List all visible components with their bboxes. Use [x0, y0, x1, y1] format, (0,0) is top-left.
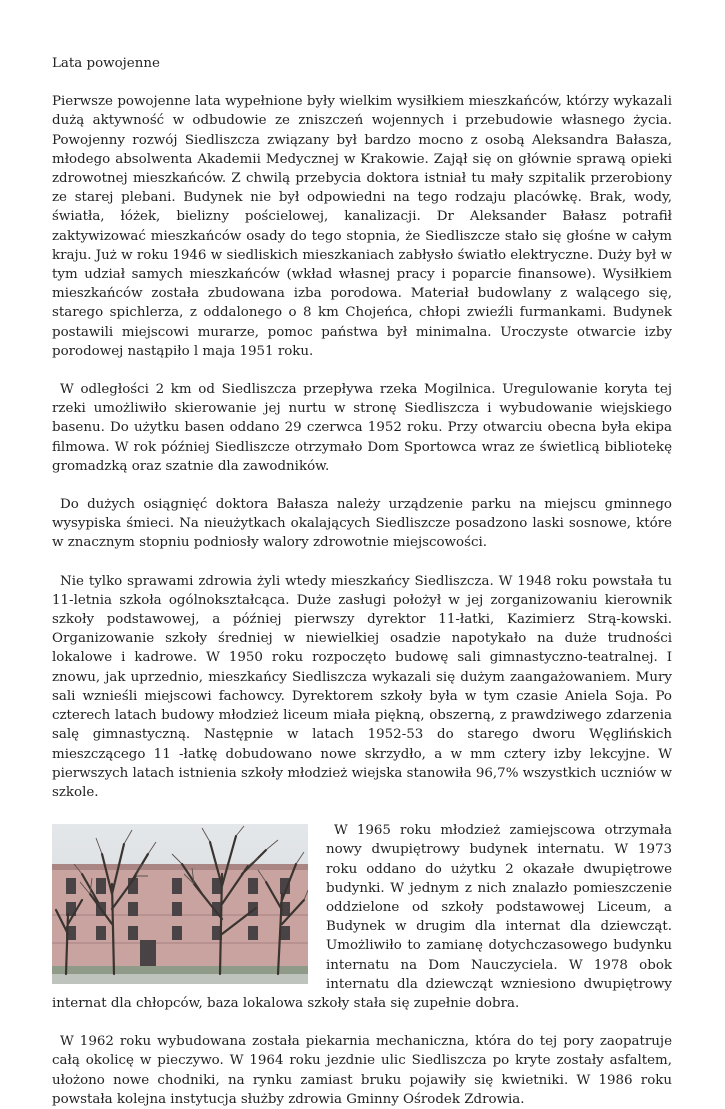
paragraph-school: Nie tylko sprawami zdrowia żyli wtedy mieszkańcy Siedliszcza. W 1948 roku powstała tu 11-letnia szkoła ogólnokształcąca. Duże zasługi położył w jej zorganizowaniu kierownik szkoły podstawowej, a później pierwszy dyrektor 11-łatki, Kazimierz Strą-kowski. Organizowanie szkoły średniej w niewielkiej osadzie napotykało na duże trudności lokalowe i kadrowe. W 1950 roku rozpoczęto budowę sali gimnastyczno-teatralnej. I znowu, jak uprzednio, mieszkańcy Siedliszcza wykazali się dużym zaangażowaniem. Mury sali wznieśli miejscowi fachowcy. Dyrektorem szkoły była w tym czasie Aniela Soja. Po czterech latach budowy młodzież liceum miała piękną, obszerną, z prawdziwego zdarzenia salę gimnastyczną. Następnie w latach 1952-53 do starego dworu Węglińskich mieszczącego 11 -łatkę dobudowano nowe skrzydło, a w mm cztery izby lekcyjne. W pierwszych latach istnienia szkoły młodzież wiejska stanowiła 96,7% wszystkich uczniów w szkole. [52, 573, 672, 800]
paragraph-park: Do dużych osiągnięć doktora Bałasza należy urządzenie parku na miejscu gminnego wysypiska śmieci. Na nieużytkach okalających Siedliszcze posadzono laski sosnowe, które w znacznym stopniu podniosły walory zdrowotnie miejscowości. [52, 497, 672, 551]
paragraph-dormitory: W 1965 roku młodzież zamiejscowa otrzymała nowy dwupiętrowy budynek internatu. W 1973 roku oddano do użytku 2 okazałe dwupiętrowe budynki. W jednym z nich znalazło pomieszczenie oddzielone od szkoły podstawowej Liceum, a Budynek w drugim dla internat dla dziewcząt. Umożliwiło to zamianę dotychczasowego budynku internatu na Dom Nauczyciela. W 1978 obok internatu dla dziewcząt wzniesiono dwupiętrowy internat dla chłopców, baza lokalowa szkoły stała się zupełnie dobra. [52, 823, 672, 1011]
school-building-photo [52, 824, 308, 984]
paragraph-bakery: W 1962 roku wybudowana została piekarnia mechaniczna, która do tej pory zaopatruje całą okolicę w pieczywo. W 1964 roku jezdnie ulic Siedliszcza po kryte zostały asfaltem, ułożono nowe chodniki, na rynku zamiast bruku pojawiły się kwietniki. W 1986 roku powstała kolejna instytucja służby zdrowia Gminny Ośrodek Zdrowia. [52, 1034, 672, 1107]
section-heading: Lata powojenne [52, 56, 160, 71]
paragraph-pool: W odległości 2 km od Siedliszcza przepływa rzeka Mogilnica. Uregulowanie koryta tej rzeki umożliwiło skierowanie jej nurtu w stronę Siedliszcza i wybudowanie wiejskiego basenu. Do użytku basen oddano 29 czerwca 1952 roku. Przy otwarciu obecna była ekipa filmowa. W rok później Siedliszcze otrzymało Dom Sportowca wraz ze świetlicą bibliotekę gromadzką oraz szatnie dla zawodników. [52, 382, 672, 474]
document-page [52, 54, 672, 1109]
paragraph-postwar-health: Pierwsze powojenne lata wypełnione były wielkim wysiłkiem mieszkańców, którzy wykazali dużą aktywność w odbudowie ze zniszczeń wojennych i przebudowie własnego życia. Powojenny rozwój Siedliszcza związany był bardzo mocno z osobą Aleksandra Bałasza, młodego absolwenta Akademii Medycznej w Krakowie. Zajął się on głównie sprawą opieki zdrowotnej mieszkańców. Z chwilą przebycia doktora istniał tu mały szpitalik przerobiony ze starej plebani. Budynek nie był odpowiedni na tego rodzaju placówkę. Brak, wody, światła, łóżek, bielizny pościelowej, kanalizacji. Dr Aleksander Bałasz potrafił zaktywizować mieszkańców osady do tego stopnia, że Siedliszcze stało się głośne w całym kraju. Już w roku 1946 w siedliskich mieszkaniach zabłysło światło elektryczne. Duży był w tym udział samych mieszkańców (wkład własnej pracy i poparcie finansowe). Wysiłkiem mieszkańców została zbudowana izba porodowa. Materiał budowlany z walącego się, starego spichlerza, z oddalonego o 8 km Chojeńca, chłopi zwieźli furmankami. Budynek postawili miejscowi murarze, pomoc państwa był minimalna. Uroczyste otwarcie izby porodowej nastąpiło l maja 1951 roku. [52, 94, 672, 359]
